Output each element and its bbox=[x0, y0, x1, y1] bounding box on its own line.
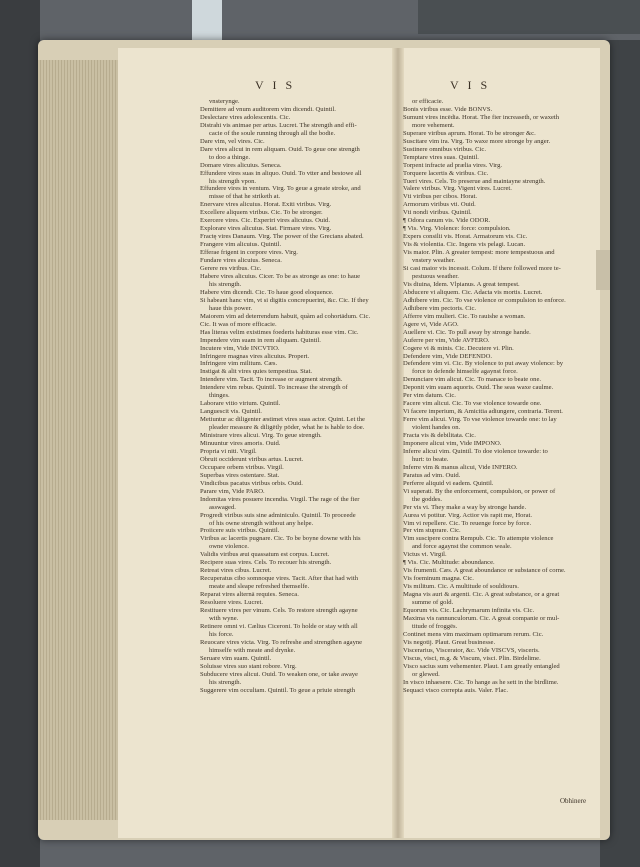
text-line: haue this power. bbox=[209, 304, 253, 312]
background-card bbox=[192, 0, 222, 40]
text-line: Denunciare vim alicui. Cic. To manace to beate one. bbox=[403, 376, 542, 384]
text-line: Sumunt vires incēdia. Horat. The fier increaseth, or waxeth bbox=[403, 113, 560, 121]
text-line: Soluisse vires suo stant robore. Virg. bbox=[200, 662, 297, 670]
text-line: Abducere vi aliquem. Cic. Adacta vis mortis. Lucret. bbox=[403, 288, 543, 296]
text-line: Deslectare vires adolescentis. Cic. bbox=[200, 113, 291, 121]
text-line: Vti nondi viribus. Quintil. bbox=[403, 209, 472, 217]
text-line: Exercere vires. Cic. Experiri vires alicuius. Ouid. bbox=[200, 217, 330, 225]
text-line: Valere viribus. Virg. Vigent vires. Lucret. bbox=[403, 185, 512, 193]
text-line: Validis viribus æui quassatum est corpus. Lucret. bbox=[200, 551, 330, 559]
text-line: Torpent infracte ad prælia vires. Virg. bbox=[403, 161, 503, 169]
text-line: Indomitas vires posuere incendia. Virgil. The rage of the fier bbox=[200, 495, 360, 503]
text-line: Ministrare vires alicui. Virg. To geue strength. bbox=[200, 432, 322, 440]
text-line: his strength. bbox=[209, 280, 242, 288]
text-line: thinges. bbox=[209, 392, 230, 400]
text-line: Recipere suas vires. Cels. To recouer his strength. bbox=[200, 559, 332, 567]
text-line: Suscitare vim ira. Virg. To waxe more stronge by anger. bbox=[403, 137, 551, 145]
text-line: Vis & violentia. Cic. Ingens vis pelagi. Lucan. bbox=[403, 241, 526, 249]
text-line: Defendere vim vi. Cic. By violence to put away violence: by bbox=[403, 360, 564, 368]
text-line: Superbas vires ostentare. Stat. bbox=[200, 471, 280, 479]
text-line: Reparat vires alternā requies. Seneca. bbox=[200, 591, 299, 599]
text-line: Infringere magnas vires alicuius. Propert. bbox=[200, 352, 310, 360]
text-line: his strength vpon. bbox=[209, 177, 257, 185]
text-line: Ferre vim alicui. Virg. To vse violence towarde one: to lay bbox=[403, 416, 557, 424]
text-line: Reuocare vires victa. Virg. To refreshe and strengthen agayne bbox=[200, 638, 363, 646]
text-line: Dare vim, vel vires. Cic. bbox=[200, 137, 265, 145]
text-line: Demittere ad vnum auditorem vim dicendi. Quintil. bbox=[200, 105, 336, 113]
text-line: Auferre per vim, Vide AVFERO. bbox=[403, 336, 490, 344]
text-line: Vindicibus pacatus viribus orbis. Ouid. bbox=[200, 479, 303, 487]
text-line: Defendere vim, Vide DEFENDO. bbox=[403, 352, 493, 360]
text-line: Vti viribus per cibos. Horat. bbox=[403, 193, 477, 201]
text-line: Incutere vim, Vide INCVTIO. bbox=[200, 344, 280, 352]
text-line: Continet mens vim maximam optimarum rerum. Cic. bbox=[403, 630, 544, 638]
text-line: Propria vi niti. Virgil. bbox=[200, 447, 257, 455]
text-line: Cogere vi & minis. Cic. Decutere vi. Plin. bbox=[403, 344, 514, 352]
text-line: cacie of the soule running through all the bodie. bbox=[209, 129, 336, 137]
text-line: Intendere vim. Tacit. To increase or augment strength. bbox=[200, 376, 343, 384]
text-line: Seruare vim suam. Quintil. bbox=[200, 654, 272, 662]
text-line: Excellere aliquem viribus. Cic. To be stronger. bbox=[200, 209, 323, 217]
text-line: Deponit vim suam aquoris. Ouid. The seas waxe caulme. bbox=[403, 384, 554, 392]
text-line: Vis foeminum magna. Cic. bbox=[403, 575, 474, 583]
text-line: Perferre aliquid vi eadem. Quintil. bbox=[403, 479, 494, 487]
text-line: force to defende himselfe agaynst force. bbox=[412, 368, 518, 376]
text-line: Recuperatus cibo somnoque vires. Tacit. After that had with bbox=[200, 575, 358, 583]
text-line: pestuous weather. bbox=[412, 272, 459, 280]
text-line: Adhibere vim pectoris. Cic. bbox=[403, 304, 477, 312]
text-line: ¶ Odora canum vis. Vide ODOR. bbox=[403, 217, 491, 225]
text-line: Viscus, visci, m.g. & Viscum, visci. Plin. Birdelime. bbox=[403, 654, 541, 662]
text-line: Vi facere imperium, & Amicitia adiungere, contraria. Terent. bbox=[403, 408, 563, 416]
text-line: violent handes on. bbox=[412, 424, 461, 432]
text-line: Habere vim dicendi. Cic. To haue good eloquence. bbox=[200, 288, 334, 296]
text-line: Effundere vires suas in aliquo. Ouid. To vtter and bestowe all bbox=[200, 169, 362, 177]
text-line: Equorum vis. Cic. Lachrymarum infinita vis. Cic. bbox=[403, 607, 535, 614]
text-line: of his owne strength without any helpe. bbox=[209, 519, 314, 527]
text-line: Languescit vis. Quintil. bbox=[200, 408, 262, 416]
text-line: Aurea vi potitur. Virg. Actior vis rapit me, Horat. bbox=[403, 511, 533, 519]
text-line: Fractę vires Danaum. Virg. The power of the Grecians abated. bbox=[200, 233, 364, 241]
text-line: In visco inhaesere. Cic. To hange as he sett in the birdlime. bbox=[403, 678, 559, 686]
text-line: or efficacie. bbox=[412, 98, 444, 105]
text-line: Visco sacius sum vehementer. Plaut. I am greatly entangled bbox=[403, 662, 560, 670]
text-line: Vim suscipere contra Rempub. Cic. To attempte violence bbox=[403, 535, 554, 543]
text-line: Parare vim, Vide PARO. bbox=[200, 487, 265, 495]
text-line: to doo a thinge. bbox=[209, 153, 251, 161]
text-line: ¶ Vis. Virg. Violence: force: compulsion. bbox=[403, 225, 511, 233]
text-line: ¶ Vis. Cic. Multitude: aboundance. bbox=[403, 559, 495, 567]
text-line: Vi superati. By the enforcement, compulsion, or power of bbox=[403, 487, 556, 495]
text-line: Vis frumenti. Cæs. A great aboundance or substance of corne. bbox=[403, 567, 566, 575]
text-line: Retreat vires cibus. Lucret. bbox=[200, 567, 272, 575]
text-line: Si habeant hanc vim, vt si digitis concrepuerint, &c. Cic. If they bbox=[200, 296, 369, 304]
text-line: Obruit occiderunt viribus artus. Lucret. bbox=[200, 455, 304, 463]
text-line: Torquere lacertis & viribus. Cic. bbox=[403, 169, 489, 177]
text-line: Inferre alicui vim. Quintil. To doe violence towarde: to bbox=[403, 447, 548, 455]
text-line: Adhibere vim. Cic. To vse violence or compulsion to enforce. bbox=[403, 296, 566, 304]
text-line: his strength. bbox=[209, 678, 242, 686]
text-line: or glewed. bbox=[412, 670, 440, 678]
text-line: Afferre vim mulieri. Cic. To rauishe a woman. bbox=[403, 312, 526, 320]
text-line: Resoluere vires. Lucret. bbox=[200, 599, 263, 607]
text-line: summe of gold. bbox=[412, 599, 454, 607]
text-line: Auellere vi. Cic. To pull away by stronge hande. bbox=[403, 328, 531, 336]
text-line: Restituere vires per vinum. Cels. To restore strength agayne bbox=[200, 607, 358, 614]
text-line: Metiuntur ac diligenter æstimet vires suas actor. Quint. Let the bbox=[200, 416, 365, 424]
text-line: Explorare vires alicuius. Stat. Firmare vires. Virg. bbox=[200, 225, 332, 233]
text-line: Imponere alicui vim, Vide IMPONO. bbox=[403, 439, 502, 447]
text-line: Maiorem vim ad deterrendum habuit, quàm ad cohortādum. Cic. bbox=[200, 312, 371, 320]
text-line: Agere vi, Vide AGO. bbox=[403, 320, 459, 328]
text-line: Suggerere vim occultam. Quintil. To geue a priuie strength bbox=[200, 686, 356, 694]
text-line: Progredi viribus suis sine adminiculo. Quintil. To proceede bbox=[200, 511, 356, 519]
text-line: with wyne. bbox=[209, 614, 239, 622]
text-line: Armorum viribus vti. Ouid. bbox=[403, 201, 476, 209]
text-line: his force. bbox=[209, 630, 234, 638]
text-line: Has literas velim existimes foederis habituras esse vim. Cic. bbox=[200, 328, 359, 336]
text-line: hurt: to beate. bbox=[412, 455, 449, 463]
text-line: pleader measure & diligētly pōder, what he is hable to doe. bbox=[209, 424, 365, 432]
text-line: vnstery weather. bbox=[412, 257, 456, 265]
text-line: vnsterynge. bbox=[209, 98, 240, 105]
text-line: meate and sleape refreshed themselfe. bbox=[209, 583, 310, 591]
text-line: Viscerarius, Viscerator, &c. Vide VISCVS, visceris. bbox=[403, 646, 540, 654]
text-line: Vis maior. Plin. A greater tempest: more tempestuous and bbox=[403, 249, 555, 257]
text-line: and force agaynst the common weale. bbox=[412, 543, 512, 551]
book-tab bbox=[596, 250, 610, 290]
text-line: Enervare vires alicuius. Horat. Exiti viribus. Virg. bbox=[200, 201, 332, 209]
right-column bbox=[403, 98, 596, 694]
text-line: Minuuntur vires amoris. Ouid. bbox=[200, 439, 281, 447]
book-page-edges bbox=[38, 60, 122, 820]
text-line: Tueri vires. Cels. To preserue and maintayne strength. bbox=[403, 177, 546, 185]
text-line: Per vis vi. They make a way by stronge hande. bbox=[403, 503, 527, 511]
text-line: Proiicere suis viribus. Quintil. bbox=[200, 527, 280, 535]
text-line: Frangere vim alicuius. Quintil. bbox=[200, 241, 282, 249]
text-line: Intendere vim rebus. Quintil. To increase the strength of bbox=[200, 384, 348, 392]
background-left bbox=[0, 0, 40, 867]
text-line: Viribus ac lacertis pugnare. Cic. To be boyne downe with his bbox=[200, 535, 361, 543]
text-line: Si casi maior vis incessit. Colum. If there followed more te- bbox=[403, 265, 561, 273]
text-line: Occupare orbem viribus. Virgil. bbox=[200, 463, 284, 471]
text-line: Vis diuina, Idem. Vlpianus. A great tempest. bbox=[403, 280, 520, 288]
background-top-right bbox=[418, 0, 640, 34]
running-head-left: V I S bbox=[255, 78, 296, 92]
text-line: Maxima vis rannunculorum. Cic. A great companie or mul- bbox=[403, 614, 560, 622]
text-line: Bonis viribus esse. Vide BONVS. bbox=[403, 105, 493, 113]
text-line: Fundare vires alicuius. Seneca. bbox=[200, 257, 282, 265]
text-line: Gerere res viribus. Cic. bbox=[200, 265, 262, 273]
text-line: Paratus ad vim. Ouid. bbox=[403, 471, 461, 479]
text-line: Domare vires alicuius. Seneca. bbox=[200, 161, 282, 169]
text-line: Per vim stuprare. Cic. bbox=[403, 527, 461, 535]
text-line: Cic. It was of more efficacie. bbox=[200, 320, 277, 328]
text-line: Victus vi. Virgil. bbox=[403, 551, 447, 559]
text-line: Instigat & alit vires quies tempestiua. Stat. bbox=[200, 368, 313, 376]
catchword: Obhinere bbox=[560, 797, 587, 805]
text-line: Subducere vires alicui. Ouid. To weaken one, or take awaye bbox=[200, 670, 358, 678]
text-line: Magna vis auri & argenti. Cic. A great substance, or a great bbox=[403, 591, 560, 599]
text-line: more vehement. bbox=[412, 121, 455, 129]
text-line: Temptare vires suas. Quintil. bbox=[403, 153, 479, 161]
text-line: himselfe with meate and drynke. bbox=[209, 646, 296, 654]
text-line: Facere vim alicui. Cic. To vse violence towarde one. bbox=[403, 400, 542, 408]
text-line: asswaged. bbox=[209, 503, 236, 511]
text-line: Infringere vim militum. Cæs. bbox=[200, 360, 278, 368]
text-line: Vim vi repellere. Cic. To reuenge force by force. bbox=[403, 519, 532, 527]
text-line: Efferae frigent in corpore vires. Virg. bbox=[200, 249, 298, 257]
text-line: Superare viribus aprum. Horat. To be stronger &c. bbox=[403, 129, 536, 137]
text-line: Impendere vim suam in rem aliquam. Quintil. bbox=[200, 336, 321, 344]
text-line: Vis militum. Cic. A multitude of souldiours. bbox=[403, 583, 519, 591]
text-line: Vis negotij. Plaut. Great businesse. bbox=[403, 638, 496, 646]
text-line: Fracta vis & debilitata. Cic. bbox=[403, 432, 476, 440]
text-line: Retinere omni vi. Cælius Ciceroni. To holde or stay with all bbox=[200, 622, 358, 630]
text-line: Dare vires alicui in rem aliquam. Ouid. To geue one strength bbox=[200, 145, 360, 153]
text-line: Sequaci visco correpta auis. Valer. Flac. bbox=[403, 686, 508, 694]
text-line: Per vim datum. Cic. bbox=[403, 392, 456, 400]
text-line: titude of froggēs. bbox=[412, 622, 458, 630]
text-line: Inferre vim & manus alicui, Vide INFERO. bbox=[403, 463, 518, 471]
text-line: Distrahi vis animae per artus. Lucret. The strength and effi- bbox=[200, 121, 357, 129]
text-line: Expers consilii vis. Horat. Armatorum vis. Cic. bbox=[403, 233, 528, 241]
text-line: misse of that he striketh at. bbox=[209, 193, 281, 201]
text-line: Laborare vitio virium. Quintil. bbox=[200, 400, 281, 408]
text-line: Habere vires alicuius. Cicer. To be as stronge as one: to haue bbox=[200, 272, 360, 280]
left-column bbox=[200, 98, 392, 694]
text-line: the goddes. bbox=[412, 495, 443, 503]
text-line: Sustinere omnibus viribus. Cic. bbox=[403, 145, 486, 153]
running-head-right: V I S bbox=[450, 78, 491, 92]
text-line: owne violence. bbox=[209, 543, 249, 551]
text-line: Effundere vires in ventum. Virg. To geue a greate stroke, and bbox=[200, 185, 361, 193]
